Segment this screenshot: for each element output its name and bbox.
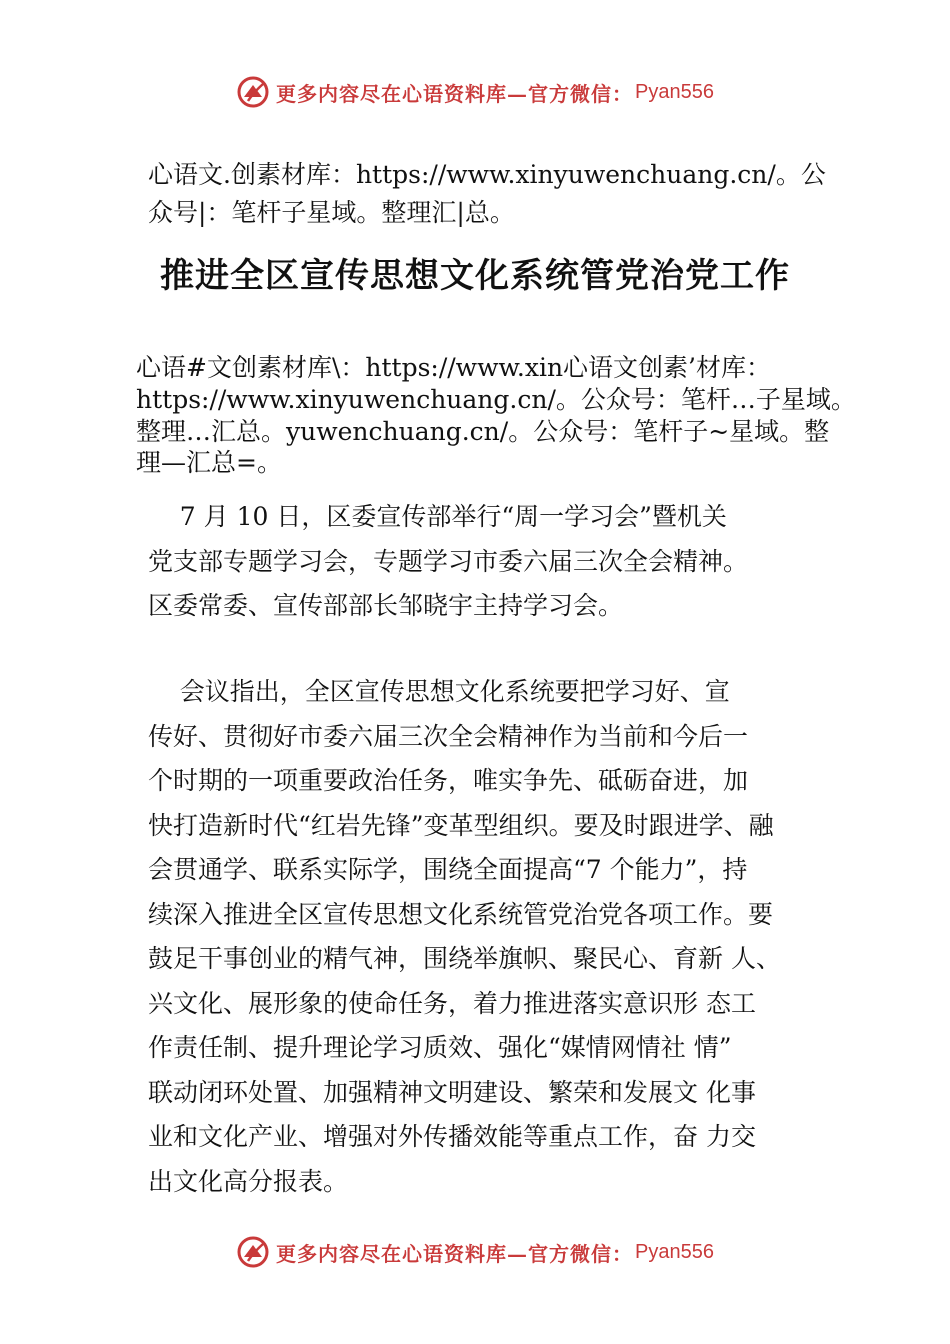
header-banner <box>0 72 950 112</box>
header-banner-id: Pyan556 <box>635 80 714 103</box>
footer-banner-id: Pyan556 <box>635 1240 714 1263</box>
body-paragraph-1: 7 月 10 日，区委宣传部举行“周一学习会”暨机关 党支部专题学习会，专题学习市委六届三次全会精神。 区委常委、宣传部部长邹晓宇主持学习会。 <box>148 502 749 620</box>
header-banner-text: 更多内容尽在心语资料库—官方微信： <box>276 81 634 106</box>
source-block: 心语#文创素材库\：https://www.xin心语文创素’材库： https://www.xinyuwenchuang.cn/。公众号：笔杆…子星域。 整理…汇总。yuwenchuang.cn/。公众号：笔杆子~星域。整 理—汇总=。 <box>136 353 856 478</box>
body-paragraph-2: 会议指出，全区宣传思想文化系统要把学习好、宣 传好、贯彻好市委六届三次全会精神作为当前和今后一 个时期的一项重要政治任务，唯实争先、砥砺奋进，加 快打造新时代“红岩先锋”变革型组织。要及时跟进学、融 会贯通学、联系实际学，围绕全面提高“7 个能力”，持 续深入推进全区宣传思想文化系统管党治党各项工作。要 鼓足干事创业的精气神，围绕举旗帜、聚民心、育新 人、 兴文化、展形象的使命任务，着力推进落实意识形 态工 作责任制、提升理论学习质效、强化“媒情网情社 情” 联动闭环处置、加强精神文明建设、繁荣和发展文 化事 业和文化产业、增强对外传播效能等重点工作，奋 力交 出文化高分报表。 <box>148 677 781 1196</box>
brand-logo-icon <box>236 75 270 109</box>
brand-logo-icon <box>236 1235 270 1269</box>
footer-banner <box>0 1232 950 1272</box>
footer-banner-text: 更多内容尽在心语资料库—官方微信： <box>276 1241 634 1266</box>
page-title: 推进全区宣传思想文化系统管党治党工作 <box>160 256 790 296</box>
intro-line: 心语文.创素材库：https://www.xinyuwenchuang.cn/。公 众号|：笔杆子星域。整理汇|总。 <box>148 160 826 227</box>
